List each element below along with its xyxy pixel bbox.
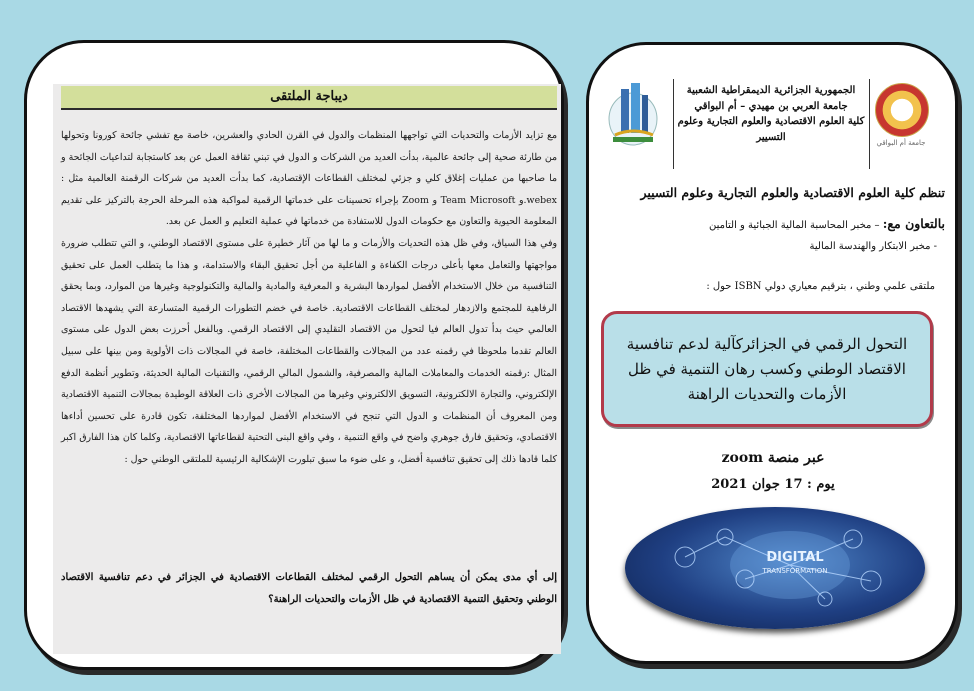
theme-title: التحول الرقمي في الجزائركآلية لدعم تنافسية الاقتصاد الوطني وكسب رهان التنمية في ظل الأزمات والتحديات الراهنة [626, 334, 908, 403]
image-caption-line-2: TRANSFORMATION [762, 567, 828, 575]
digital-network-graphic [625, 507, 925, 629]
preamble-paragraph-1: مع تزايد الأزمات والتحديات التي تواجهها المنظمات والدول في القرن الحادي والعشرين، خاصة مع تفشي جائحة كورونا وتحولها من طارئة صحية إلى جائحة عالمية، بدأت العديد من الشركات و الدول في تبني ثقافة العمل عن بعد كاستجابة لتداعيات الجائحة و ما صاحبها من عمليات إغلاق كلي و جزئي لمختلف القطاعات الإقتصادية، كما بدأت العديد من شركات الرقمنة العالمية مثل : webex.و Team Microsoft و Zoom بإجراء تحسينات على خدماتها الرقمية لمواكبة هذه المرحلة الحرجة بالتركيز على تقديم المعلومة الحيوية والتعاون مع حكومات الدول للاستفادة من خدماتها في عملية التعليم و العمل عن بعد. [61, 130, 557, 228]
lab-1: – مخبر المحاسبة المالية الجبائية و التامين [708, 220, 880, 231]
date-line: يوم : 17 جوان 2021 [711, 477, 835, 492]
announcement-panel [586, 42, 958, 664]
university-logo [875, 83, 929, 137]
cooperation-line [601, 216, 945, 231]
university-line: جامعة العربي بن مهيدي – أم البواقي [694, 100, 848, 112]
institution-header [673, 83, 869, 145]
cooperation-label: بالتعاون مع: [882, 216, 945, 231]
republic-line: الجمهورية الجزائرية الديمقراطية الشعبية [686, 85, 856, 96]
theme-box [601, 311, 933, 427]
meeting-description: ملتقى علمي وطني ، بترقيم معياري دولي ISBN حول : [706, 281, 935, 292]
organizer-line: تنظم كلية العلوم الاقتصادية والعلوم التجارية وعلوم التسيير [640, 185, 945, 200]
digital-transformation-image [625, 507, 925, 629]
research-question: إلى أي مدى يمكن أن يساهم التحول الرقمي لمختلف القطاعات الاقتصادية في الجزائر في دعم تنافسية الاقتصاد الوطني وتحقيق التنمية الاقتصادية في ظل الأزمات والتحديات الراهنة؟ [61, 572, 557, 605]
university-logo-caption: جامعة أم البواقي [876, 139, 926, 147]
faculty-line: كلية العلوم الاقتصادية والعلوم التجارية وعلوم التسيير [677, 116, 865, 143]
preamble-body [61, 125, 557, 471]
platform-line: عبر منصة zoom [721, 450, 825, 466]
preamble-title: ديباجة الملتقى [61, 86, 557, 110]
lab-2: - مخبر الابتكار والهندسة المالية [809, 241, 937, 252]
image-caption-line-1: DIGITAL [766, 550, 824, 565]
preamble-paragraph-2: وفي هذا السياق، وفي ظل هذه التحديات والأزمات و ما لها من آثار خطيرة على مستوى الاقتصاد الوطني، و التي تتطلب ضرورة مواجهتها والتعامل معها بأعلى درجات الكفاءة و الفاعلية من أجل تحقيق البقاء والاستدامة، و هذا ما يتطلب العمل على تحقيق التنافسية من خلال الاستخدام الأفضل لمواردها البشرية و المعرفية والمادية والمالية والتكنولوجية وغيرها من الموارد، وبما يحقق الرفاهية للمجتمع والازدهار لمختلف القطاعات الاقتصادية. خاصة في خضم التطورات الرقمية المتسارعة التي يشهدها الاقتصاد العالمي حيث بدأ تدول العالم فيا لتحول من الاقتصاد التقليدي إلى الاقتصاد الرقمي. وبالفعل أحرزت بعض الدول على مستوى العالم تقدما ملحوظا في رقمنه عدد من المجالات والقطاعات المختلفة، خاصة في المجالات ذات الأولوية ومن بينها على سبيل المثال :رقمنه الخدمات والمعاملات المالية والمصرفية، والشمول المالي الرقمي، والتقنيات المالية الحديثة، وتطوير أنظمة الدفع الإلكتروني، والتجارة الالكترونية، التسويق الالكتروني وغيرها من المجالات الأخرى ذات العلاقة الوطيدة بمجالات التنمية الاقتصادية ومن المعروف أن المنظمات و الدول التي تنجح في الاستخدام الأفضل لمواردها المختلفة، تكون قادرة على تحسين أداءها الاقتصادي، وتحقيق فارق جوهري واضح في واقع التنمية ، وفي واقع البنى التحتية لقطاعاتها الاقتصادية، وكلما كان هذا الفارق اكبر كلما قادها ذلك إلى تحقيق تنافسية أفضل، و على ضوء ما سبق تبلورت الإشكالية الرئيسية للملتقى الوطني حول : [61, 237, 557, 465]
preamble-panel [24, 40, 564, 670]
faculty-logo [607, 79, 659, 147]
header-divider-right [869, 79, 870, 169]
